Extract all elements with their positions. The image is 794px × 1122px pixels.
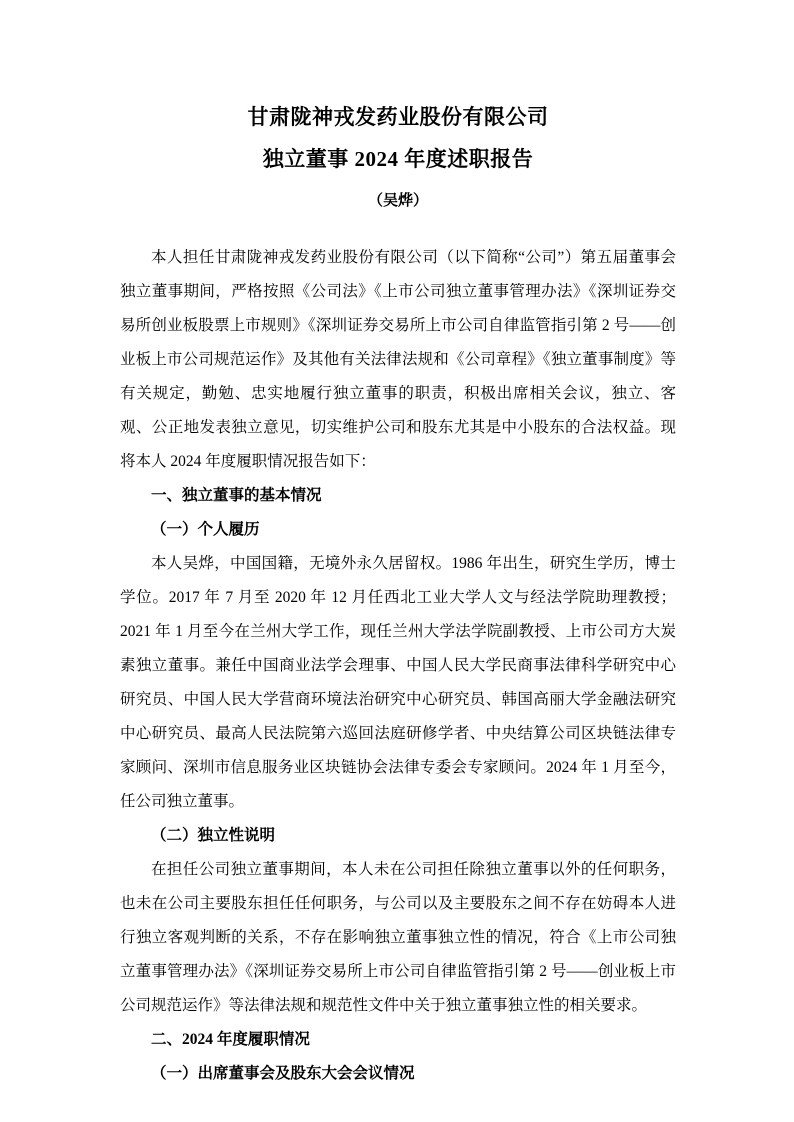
heading-2024-performance: 二、2024 年度履职情况 — [151, 1031, 310, 1048]
document-author: （吴烨） — [367, 193, 428, 209]
heading-independent-director-basic-info: 一、独立董事的基本情况 — [151, 487, 322, 504]
document-title-line2: 独立董事 2024 年度述职报告 — [262, 147, 534, 171]
heading-meeting-attendance: （一）出席董事会及股东大会会议情况 — [151, 1065, 415, 1082]
heading-personal-resume: （一）个人履历 — [151, 521, 260, 538]
document-title-line1: 甘肃陇神戎发药业股份有限公司 — [247, 105, 549, 129]
paragraph-opening: 本人担任甘肃陇神戎发药业股份有限公司（以下简称“公司”）第五届董事会独立董事期间，严格按照《公司法》《上市公司独立董事管理办法》《深圳证券交易所创业板股票上市规则》《深圳证券交易所上市公司自律监管指引第 2 号——创业板上市公司规范运作》及其他有关法律法规和《公司章程》《独立董事制度》等有关规定，勤勉、忠实地履行独立董事的职责，积极出席相关会议，独立、客观、公正地发表独立意见，切实维护公司和股东尤其是中小股东的合法权益。现将本人 2024 年度履职情况报告如下： — [120, 249, 676, 470]
heading-independence-statement: （二）独立性说明 — [151, 827, 276, 844]
paragraph-independence-statement: 在担任公司独立董事期间，本人未在公司担任除独立董事以外的任何职务，也未在公司主要股东担任任何职务，与公司以及主要股东之间不存在妨碍本人进行独立客观判断的关系，不存在影响独立董事独立性的情况，符合《上市公司独立董事管理办法》《深圳证券交易所上市公司自律监管指引第 2 号——创业板上市公司规范运作》等法律法规和规范性文件中关于独立董事独立性的相关要求。 — [120, 861, 676, 1014]
paragraph-personal-resume: 本人吴烨，中国国籍，无境外永久居留权。1986 年出生，研究生学历，博士学位。2017 年 7 月至 2020 年 12 月任西北工业大学人文与经法学院助理教授；2021 年 1 月至今在兰州大学工作，现任兰州大学法学院副教授、上市公司方大炭素独立董事。兼任中国商业法学会理事、中国人民大学民商事法律科学研究中心研究员、中国人民大学营商环境法治研究中心研究员、韩国高丽大学金融法研究中心研究员、最高人民法院第六巡回法庭研修学者、中央结算公司区块链法律专家顾问、深圳市信息服务业区块链协会法律专委会专家顾问。2024 年 1 月至今，任公司独立董事。 — [120, 555, 676, 810]
document-body — [120, 241, 676, 1091]
